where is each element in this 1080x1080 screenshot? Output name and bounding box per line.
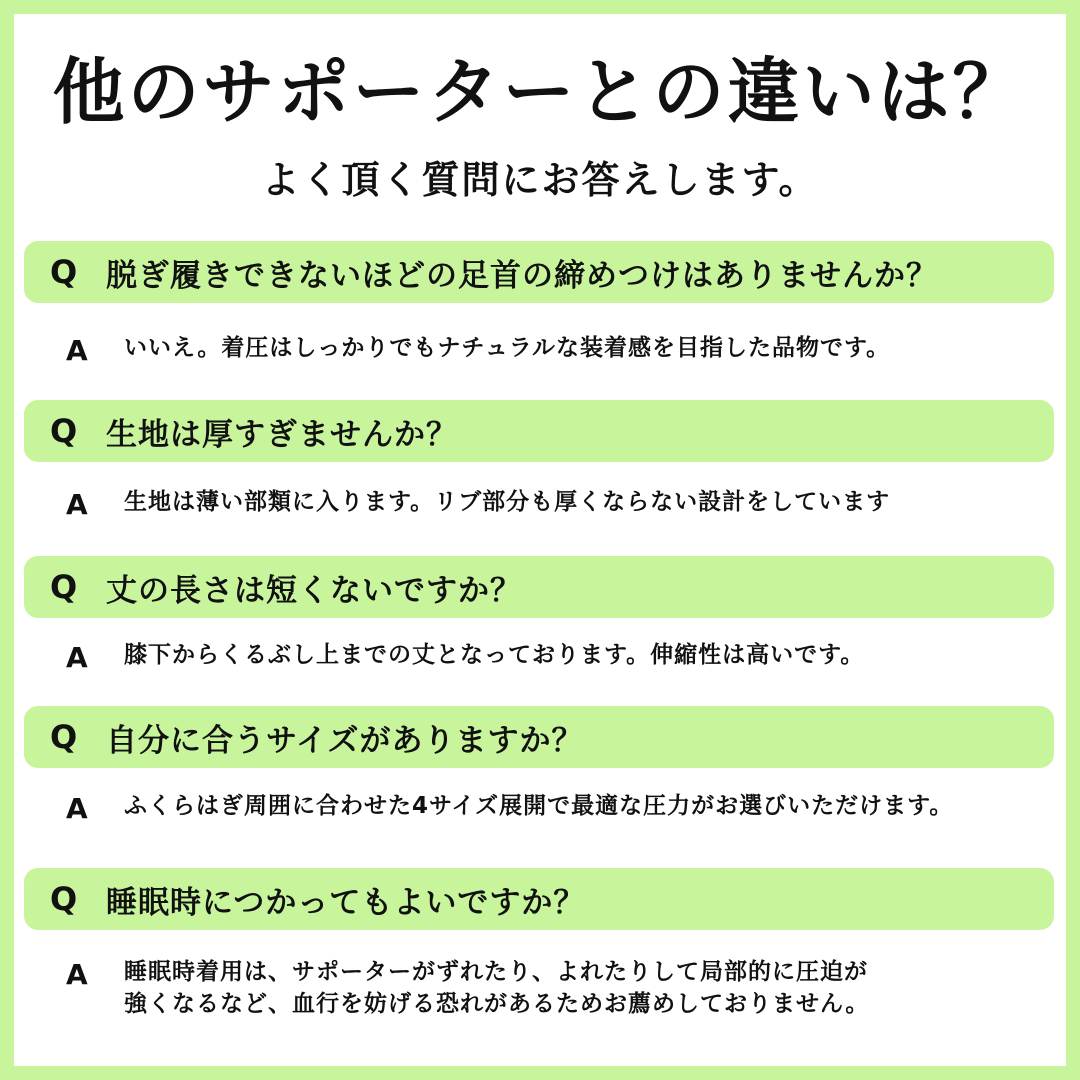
- faq-question-1: [24, 241, 1054, 303]
- faq-question-2: [24, 400, 1054, 462]
- q-marker: Q: [50, 253, 78, 291]
- a-marker: A: [66, 334, 88, 367]
- page-subtitle: よく頂く質問にお答えします。: [261, 158, 819, 202]
- answer-text: [124, 486, 1054, 518]
- a-marker: A: [66, 792, 88, 825]
- answer-line: 生地は薄い部類に入ります。リブ部分も厚くならない設計をしています: [124, 489, 891, 515]
- q-marker: Q: [50, 412, 78, 450]
- q-marker: Q: [50, 568, 78, 606]
- page-title: 他のサポーターとの違いは？: [52, 50, 1028, 134]
- answer-text: [124, 639, 1054, 671]
- faq-card: [14, 14, 1066, 1066]
- question-text: 脱ぎ履きできないほどの足首の締めつけはありませんか？: [106, 257, 938, 294]
- q-marker: Q: [50, 718, 78, 756]
- answer-line: いいえ。着圧はしっかりでもナチュラルな装着感を目指した品物です。: [124, 335, 891, 361]
- answer-line: 膝下からくるぶし上までの丈となっております。伸縮性は高いです。: [124, 642, 865, 668]
- a-marker: A: [66, 641, 88, 674]
- answer-line: ふくらはぎ周囲に合わせた4サイズ展開で最適な圧力がお選びいただけます。: [124, 793, 954, 819]
- q-marker: Q: [50, 880, 78, 918]
- faq-question-4: [24, 706, 1054, 768]
- question-text: 睡眠時につかってもよいですか？: [106, 884, 586, 921]
- answer-text: [124, 332, 1054, 364]
- faq-question-3: [24, 556, 1054, 618]
- answer-line: 強くなるなど、血行を妨げる恐れがあるためお薦めしておりません。: [124, 991, 870, 1017]
- question-text: 自分に合うサイズがありますか？: [106, 722, 584, 759]
- a-marker: A: [66, 488, 88, 521]
- answer-line: 睡眠時着用は、サポーターがずれたり、よれたりして局部的に圧迫が: [124, 959, 868, 985]
- question-text: 丈の長さは短くないですか？: [106, 572, 522, 609]
- question-text: 生地は厚すぎませんか？: [106, 416, 458, 453]
- answer-text: [124, 956, 1054, 1020]
- answer-text: [124, 790, 1054, 822]
- a-marker: A: [66, 958, 88, 991]
- faq-question-5: [24, 868, 1054, 930]
